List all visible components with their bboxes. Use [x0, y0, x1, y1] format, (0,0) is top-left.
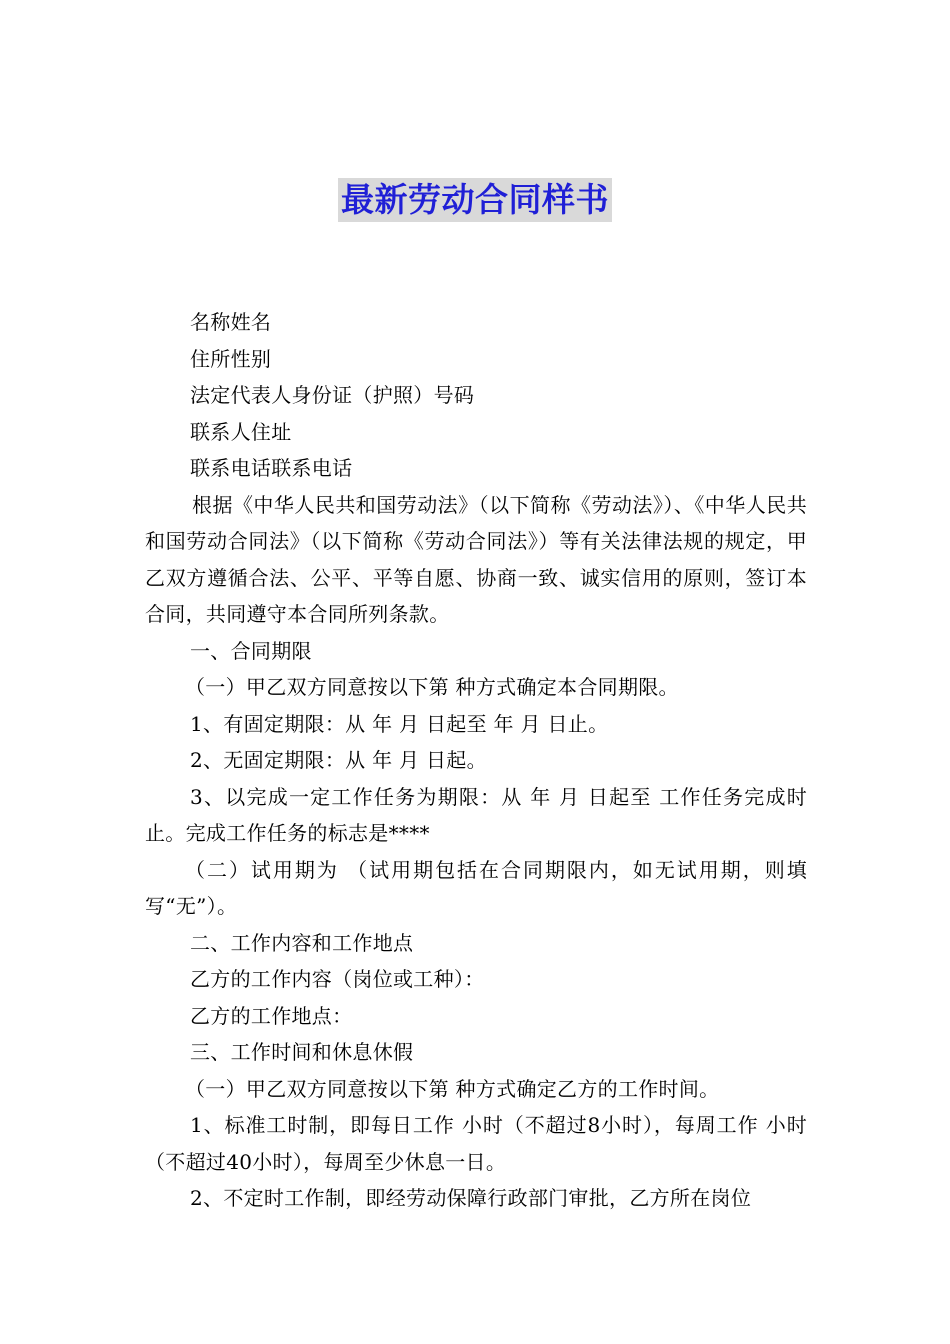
paragraph-term-method: （一）甲乙双方同意按以下第 种方式确定本合同期限。	[185, 675, 679, 699]
paragraph-legal-rep: 法定代表人身份证（护照）号码	[190, 383, 475, 407]
paragraph-name: 名称姓名	[190, 310, 272, 334]
paragraph-contact-person: 联系人住址	[190, 419, 292, 444]
paragraph-fixed-term: 1、有固定期限：从 年 月 日起至 年 月 日止。	[190, 711, 609, 736]
document-body	[145, 304, 807, 1217]
paragraph-flexible-hours: 2、不定时工作制，即经劳动保障行政部门审批，乙方所在岗位	[190, 1186, 752, 1210]
section-heading-work: 二、工作内容和工作地点	[190, 930, 414, 955]
paragraph-probation: （二）试用期为 （试用期包括在合同期限内，如无试用期，则填写“无”）。	[145, 857, 807, 918]
paragraph-preamble: 根据《中华人民共和国劳动法》（以下简称《劳动法》）、《中华人民共和国劳动合同法》（以下简称《劳动合同法》）等有关法律法规的规定，甲乙双方遵循合法、公平、平等自愿、协商一致、诚实信用的原则，签订本合同，共同遵守本合同所列条款。	[145, 492, 807, 626]
document-title: 最新劳动合同样书	[338, 178, 612, 222]
paragraph-work-location: 乙方的工作地点：	[190, 1003, 353, 1028]
paragraph-hours-method: （一）甲乙双方同意按以下第 种方式确定乙方的工作时间。	[185, 1076, 720, 1101]
paragraph-contact-phone: 联系电话联系电话	[190, 456, 353, 480]
paragraph-address: 住所性别	[190, 346, 272, 371]
paragraph-task-term: 3、以完成一定工作任务为期限：从 年 月 日起至 工作任务完成时止。完成工作任务的标志是****	[145, 784, 807, 845]
section-heading-hours: 三、工作时间和休息休假	[190, 1040, 414, 1064]
paragraph-work-content: 乙方的工作内容（岗位或工种）：	[190, 967, 485, 991]
title-container	[0, 178, 950, 222]
paragraph-open-term: 2、无固定期限：从 年 月 日起。	[190, 748, 487, 772]
paragraph-standard-hours: 1、标准工时制，即每日工作 小时（不超过8小时），每周工作 小时（不超过40小时），每周至少休息一日。	[145, 1113, 807, 1174]
section-heading-term: 一、合同期限	[190, 638, 312, 663]
